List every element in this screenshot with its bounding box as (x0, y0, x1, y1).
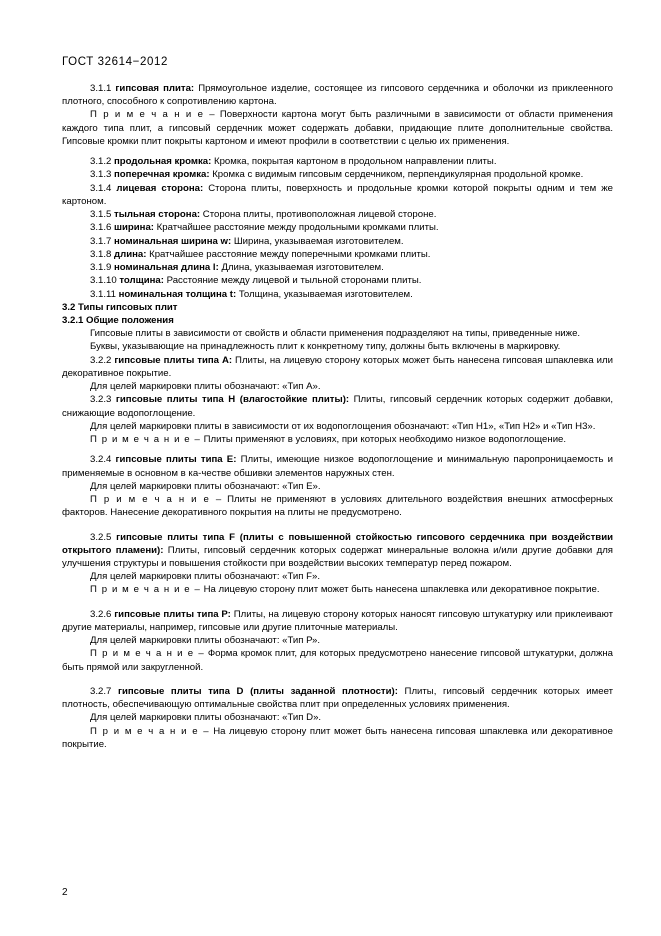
heading-text: 3.2 Типы гипсовых плит (62, 301, 178, 313)
clause-number: 3.2.3 (90, 394, 116, 406)
clause-3-1-4 (62, 182, 613, 208)
note-label: П р и м е ч а н и е – (90, 584, 201, 596)
clause-text: Сторона плиты, поверхность и продольные кромки которой покрыты одним и тем же картоном. (62, 182, 613, 207)
note-3-1-1 (62, 108, 613, 148)
note-label: П р и м е ч а н и е – (90, 725, 210, 737)
clause-3-1-6 (62, 221, 613, 234)
clause-text: Плиты, на лицевую сторону которых наносят гипсовую штукатурку или приклеивают другие материалы, например, гипсовые или другие плиточные материалы. (62, 608, 614, 633)
clause-text: Кратчайшее расстояние между продольными кромками плиты. (154, 222, 439, 234)
document-header: ГОСТ 32614−2012 (62, 56, 168, 68)
clause-term: длина: (114, 248, 147, 260)
marking-type-p: Для целей маркировки плиты обозначают: «Тип Р». (90, 635, 321, 647)
note-text: Плиты применяют в условиях, при которых необходимо низкое водопоглощение. (200, 434, 567, 446)
clause-text: Кромка, покрытая картоном в продольном направлении плиты. (211, 156, 497, 168)
clause-text: Длина, указываемая изготовителем. (218, 262, 384, 274)
note-3-2-4 (62, 493, 613, 519)
clause-term: лицевая сторона: (116, 182, 204, 194)
clause-number: 3.1.11 (90, 288, 119, 300)
clause-3-2-7 (62, 685, 613, 711)
clause-term: номинальная длина l: (114, 262, 219, 274)
marking-type-f: Для целей маркировки плиты обозначают: «Тип F». (90, 571, 321, 583)
clause-term: гипсовые плиты типа F (плиты с повышенной стойкостью гипсового сердечника при воздействии открытого пламени): (62, 531, 613, 556)
clause-number: 3.2.4 (90, 454, 116, 466)
clause-text: Кратчайшее расстояние между поперечными кромками плиты. (146, 248, 431, 260)
heading-text: 3.2.1 Общие положения (62, 314, 174, 326)
clause-text: Сторона плиты, противоположная лицевой стороне. (200, 209, 437, 221)
clause-text: Плиты, гипсовый сердечник которых содержит добавки, снижающие водопоглощение. (62, 394, 613, 419)
clause-3-1-8 (62, 248, 613, 261)
clause-3-2-6 (62, 608, 613, 634)
clause-number: 3.1.2 (90, 156, 115, 168)
clause-number: 3.1.5 (90, 209, 115, 221)
clause-number: 3.1.6 (90, 222, 115, 234)
clause-number: 3.1.1 (90, 83, 116, 94)
marking-type-d: Для целей маркировки плиты обозначают: «Тип D». (90, 712, 322, 724)
clause-number: 3.1.10 (90, 275, 120, 287)
clause-term: гипсовые плиты типа Е: (115, 454, 237, 466)
clause-3-1-3 (62, 168, 613, 181)
clause-3-1-11 (62, 288, 613, 301)
clause-3-1-9 (62, 261, 613, 274)
clause-term: гипсовые плиты типа Н (влагостойкие плиты): (115, 394, 350, 406)
note-3-2-5 (62, 583, 613, 596)
clause-number: 3.2.5 (90, 531, 117, 543)
clause-3-2-2 (62, 354, 613, 380)
clause-number: 3.1.9 (90, 262, 115, 274)
marking-type-h: Для целей маркировки плиты в зависимости от их водопоглощения обозначают: «Тип Н1», «Тип Н2» и «Тип Н3». (90, 420, 596, 432)
clause-number: 3.1.8 (90, 248, 115, 260)
page-number: 2 (62, 887, 68, 898)
note-label: П р и м е ч а н и е – (90, 109, 216, 121)
clause-term: гипсовая плита: (115, 83, 195, 94)
clause-3-1-10 (62, 274, 613, 287)
heading-3-2-1 (62, 314, 613, 327)
heading-3-2 (62, 301, 613, 314)
clause-term: ширина: (114, 222, 154, 234)
clause-3-1-2 (62, 155, 613, 168)
clause-3-2-5 (62, 531, 613, 571)
clause-number: 3.2.2 (90, 354, 115, 366)
clause-term: гипсовые плиты типа Р: (114, 608, 231, 620)
clause-term: номинальная толщина t: (118, 288, 237, 300)
marking-type-a: Для целей маркировки плиты обозначают: «Тип А». (90, 381, 321, 393)
paragraph-types-intro: Гипсовые плиты в зависимости от свойств и области применения подразделяют на типы, приведенные ниже. (90, 328, 581, 340)
paragraph-marking-letters: Буквы, указывающие на принадлежность плит к конкретному типу, должны быть включены в маркировку. (90, 341, 561, 353)
note-text: Форма кромок плит, для которых предусмотрено нанесение гипсовой штукатурки, должна быть прямой или закругленной. (62, 648, 613, 673)
note-text: На лицевую сторону плит может быть нанесена гипсовая шпаклевка или декоративное покрытие. (62, 725, 613, 750)
note-label: П р и м е ч а н и е – (90, 434, 201, 446)
clause-number: 3.1.7 (90, 235, 115, 247)
note-3-2-3 (62, 433, 613, 446)
clause-number: 3.2.6 (90, 608, 115, 620)
clause-term: тыльная сторона: (114, 209, 201, 221)
clause-term: поперечная кромка: (114, 169, 210, 181)
clause-text: Ширина, указываемая изготовителем. (231, 235, 404, 247)
clause-term: номинальная ширина w: (114, 235, 232, 247)
clause-number: 3.1.3 (90, 169, 115, 181)
clause-text: Плиты, гипсовый сердечник которых содержат минеральные волокна и/или другие добавки для улучшения структуры и повышения стойкости при воздействии высоких температур перед пожаром. (62, 544, 613, 569)
clause-term: гипсовые плиты типа D (плиты заданной плотности): (117, 685, 398, 697)
clause-text: Плиты, на лицевую сторону которых может быть нанесена гипсовая шпаклевка или декоративное покрытие. (62, 354, 613, 379)
clause-number: 3.2.7 (90, 685, 118, 697)
clause-text: Толщина, указываемая изготовителем. (236, 288, 413, 300)
clause-text: Плиты, имеющие низкое водопоглощение и минимальную паропроницаемость и применяемые в основном в ка-честве обшивки элементов наружных стен. (62, 454, 613, 479)
clause-3-2-4 (62, 453, 613, 479)
clause-text: Расстояние между лицевой и тыльной сторонами плиты. (163, 275, 422, 287)
note-3-2-7 (62, 725, 613, 751)
note-label: П р и м е ч а н и е – (90, 648, 205, 660)
marking-type-e: Для целей маркировки плиты обозначают: «Тип Е». (90, 480, 321, 492)
clause-3-1-7 (62, 235, 613, 248)
clause-3-1-5 (62, 208, 613, 221)
clause-number: 3.1.4 (90, 182, 117, 194)
clause-3-2-3 (62, 393, 613, 419)
clause-term: гипсовые плиты типа А: (114, 354, 233, 366)
clause-term: толщина: (119, 275, 164, 287)
note-label: П р и м е ч а н и е – (90, 494, 223, 506)
note-text: Плиты не применяют в условиях длительного воздействия внешних атмосферных факторов. Нанесение декоративного покрытия на плиты не предусмотрено. (62, 494, 613, 519)
note-text: Поверхности картона могут быть различными в зависимости от области применения каждого типа плит, а гипсовый сердечник может содержать добавки, придающие плите дополнительные свойства. Гипсовые кромки плит покрыты картоном и имеют профили в соответствии с целью их применения. (62, 109, 613, 147)
document-body (62, 82, 613, 751)
clause-text: Плиты, гипсовый сердечник которых имеет плотность, обеспечивающую оптимальные свойства плит при определенных условиях применения. (62, 685, 613, 711)
note-3-2-6 (62, 647, 613, 673)
clause-text: Кромка с видимым гипсовым сердечником, перпендикулярная продольной кромке. (209, 169, 584, 181)
clause-term: продольная кромка: (114, 156, 212, 168)
clause-3-1-1 (62, 82, 613, 108)
clause-text: Прямоугольное изделие, состоящее из гипсового сердечника и оболочки из приклеенного плотного, способного к сопротивлению картона. (62, 83, 613, 108)
note-text: На лицевую сторону плит может быть нанесена шпаклевка или декоративное покрытие. (200, 584, 600, 596)
